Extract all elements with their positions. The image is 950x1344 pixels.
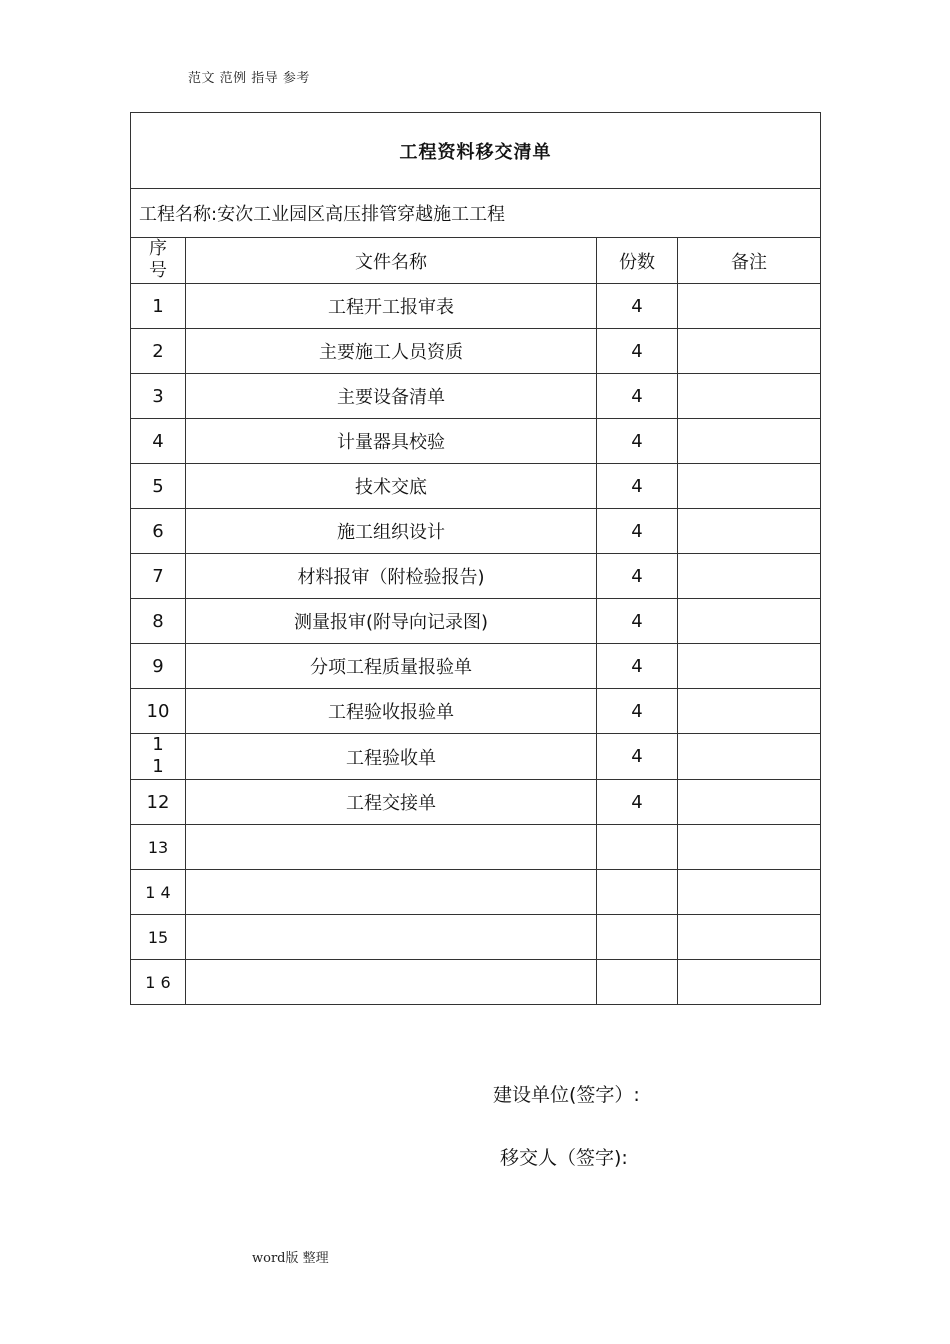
- row-remark: [678, 915, 821, 960]
- row-seq: 7: [131, 554, 186, 599]
- row-file-name: 工程验收单: [186, 734, 597, 780]
- row-remark: [678, 329, 821, 374]
- row-file-name: 测量报审(附导向记录图): [186, 599, 597, 644]
- table-row: [131, 870, 821, 915]
- table-row: [131, 915, 821, 960]
- row-copies: 4: [597, 464, 678, 509]
- row-remark: [678, 554, 821, 599]
- table-row: [131, 419, 821, 464]
- row-seq: 8: [131, 599, 186, 644]
- row-remark: [678, 599, 821, 644]
- row-file-name: [186, 960, 597, 1005]
- row-copies: 4: [597, 689, 678, 734]
- table-row: [131, 509, 821, 554]
- row-copies: 4: [597, 374, 678, 419]
- table-row: [131, 644, 821, 689]
- row-copies: 4: [597, 509, 678, 554]
- row-seq: 1 1: [131, 734, 186, 780]
- row-file-name: 主要设备清单: [186, 374, 597, 419]
- table-row: [131, 599, 821, 644]
- row-seq: 12: [131, 780, 186, 825]
- table-row: [131, 374, 821, 419]
- row-file-name: 材料报审（附检验报告): [186, 554, 597, 599]
- row-copies: [597, 870, 678, 915]
- row-seq: 2: [131, 329, 186, 374]
- row-file-name: 工程验收报验单: [186, 689, 597, 734]
- page-footer-note: word版 整理: [252, 1251, 329, 1266]
- row-file-name: [186, 915, 597, 960]
- row-remark: [678, 509, 821, 554]
- project-name: 工程名称:安次工业园区高压排管穿越施工工程: [131, 189, 821, 238]
- row-file-name: 分项工程质量报验单: [186, 644, 597, 689]
- table-row: [131, 284, 821, 329]
- header-copies: 份数: [597, 238, 678, 284]
- row-remark: [678, 644, 821, 689]
- row-copies: 4: [597, 284, 678, 329]
- row-copies: 4: [597, 734, 678, 780]
- row-file-name: 主要施工人员资质: [186, 329, 597, 374]
- row-file-name: 工程交接单: [186, 780, 597, 825]
- row-remark: [678, 870, 821, 915]
- row-copies: 4: [597, 599, 678, 644]
- row-file-name: 技术交底: [186, 464, 597, 509]
- header-file-name: 文件名称: [186, 238, 597, 284]
- row-remark: [678, 464, 821, 509]
- row-remark: [678, 825, 821, 870]
- table-row: [131, 960, 821, 1005]
- table-row: [131, 329, 821, 374]
- page-header-note: 范文 范例 指导 参考: [188, 71, 310, 86]
- row-seq: 1 4: [131, 870, 186, 915]
- row-remark: [678, 734, 821, 780]
- row-remark: [678, 780, 821, 825]
- row-remark: [678, 960, 821, 1005]
- header-seq: 序号: [131, 238, 186, 284]
- row-seq: 10: [131, 689, 186, 734]
- row-seq: 1: [131, 284, 186, 329]
- row-seq: 13: [131, 825, 186, 870]
- row-seq: 6: [131, 509, 186, 554]
- builder-signature-label: 建设单位(签字）:: [493, 1084, 640, 1106]
- table-row: [131, 554, 821, 599]
- table-title: 工程资料移交清单: [131, 113, 821, 189]
- row-remark: [678, 689, 821, 734]
- table-row: [131, 825, 821, 870]
- row-remark: [678, 419, 821, 464]
- table-row: [131, 464, 821, 509]
- row-remark: [678, 374, 821, 419]
- table-row: [131, 689, 821, 734]
- row-copies: 4: [597, 780, 678, 825]
- row-copies: 4: [597, 554, 678, 599]
- table-row: [131, 734, 821, 780]
- transferor-signature-label: 移交人（签字):: [500, 1147, 628, 1169]
- row-seq: 5: [131, 464, 186, 509]
- row-file-name: [186, 825, 597, 870]
- table-row: [131, 780, 821, 825]
- header-remark: 备注: [678, 238, 821, 284]
- handover-list-table: [130, 112, 821, 1005]
- row-copies: [597, 915, 678, 960]
- row-file-name: 工程开工报审表: [186, 284, 597, 329]
- row-seq: 1 6: [131, 960, 186, 1005]
- row-remark: [678, 284, 821, 329]
- row-seq: 3: [131, 374, 186, 419]
- row-copies: [597, 825, 678, 870]
- row-file-name: 计量器具校验: [186, 419, 597, 464]
- row-copies: 4: [597, 329, 678, 374]
- row-file-name: [186, 870, 597, 915]
- row-copies: 4: [597, 644, 678, 689]
- row-copies: [597, 960, 678, 1005]
- row-copies: 4: [597, 419, 678, 464]
- row-seq: 15: [131, 915, 186, 960]
- row-seq: 4: [131, 419, 186, 464]
- row-file-name: 施工组织设计: [186, 509, 597, 554]
- table-header-row: [131, 238, 821, 284]
- row-seq: 9: [131, 644, 186, 689]
